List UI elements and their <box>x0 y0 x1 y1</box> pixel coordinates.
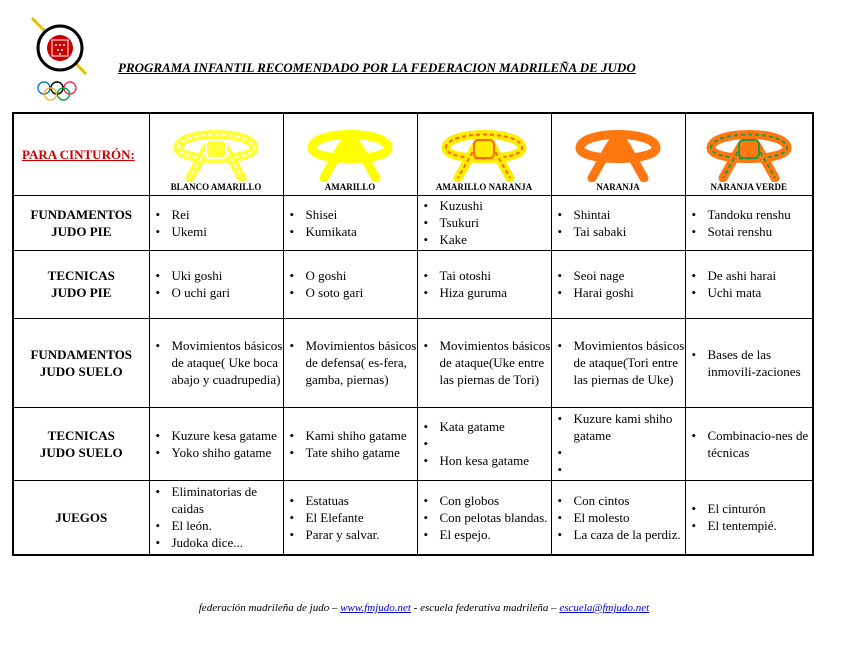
content-cell <box>149 407 283 480</box>
belt-column-header <box>417 113 551 195</box>
list-item: • Kake <box>440 231 551 248</box>
bullet-list <box>686 500 813 534</box>
list-item: • Kuzure kesa gatame <box>172 427 283 444</box>
list-item: • Harai goshi <box>574 284 685 301</box>
bullet-list <box>150 337 283 388</box>
bullet-list <box>284 427 417 461</box>
bullet-list <box>552 337 685 388</box>
bullet-list <box>418 337 551 388</box>
list-item: • Con pelotas blandas. <box>440 509 551 526</box>
list-item: • Kuzure kami shiho gatame <box>574 410 685 444</box>
bullet-list <box>284 337 417 388</box>
content-cell <box>551 250 685 318</box>
bullet-list <box>418 418 551 469</box>
content-cell <box>551 318 685 407</box>
content-cell <box>283 250 417 318</box>
row-label <box>13 318 149 407</box>
row-label <box>13 407 149 480</box>
list-item: • Uki goshi <box>172 267 283 284</box>
list-item: • Kumikata <box>306 223 417 240</box>
table-row <box>13 195 813 250</box>
list-item: • O goshi <box>306 267 417 284</box>
list-item: • Shintai <box>574 206 685 223</box>
content-cell <box>685 318 813 407</box>
bullet-list <box>418 492 551 543</box>
bullet-list <box>552 206 685 240</box>
footer-prefix: federación madrileña de judo – <box>198 602 341 614</box>
email-link[interactable]: escuela@fmjudo.net <box>559 602 650 614</box>
content-cell <box>685 407 813 480</box>
content-cell <box>417 250 551 318</box>
list-item: • Estatuas <box>306 492 417 509</box>
list-item: • De ashi harai <box>708 267 813 284</box>
footer <box>0 602 848 614</box>
content-cell <box>685 480 813 555</box>
content-cell <box>149 250 283 318</box>
website-link[interactable]: www.fmjudo.net <box>340 602 411 614</box>
list-item: • O uchi gari <box>172 284 283 301</box>
row-label-line: TECNICAS <box>47 427 115 443</box>
bullet-list <box>150 267 283 301</box>
content-cell <box>417 407 551 480</box>
list-item <box>574 444 685 461</box>
list-item: • El espejo. <box>440 526 551 543</box>
footer-middle: - escuela federativa madrileña – <box>410 602 560 614</box>
row-label-line: JUEGOS <box>55 509 108 525</box>
row-label <box>13 250 149 318</box>
content-cell <box>417 195 551 250</box>
list-item: • El tentempié. <box>708 517 813 534</box>
list-item: • Tsukuri <box>440 214 551 231</box>
list-item: • Combinacio-nes de técnicas <box>708 427 813 461</box>
list-item: • Tate shiho gatame <box>306 444 417 461</box>
list-item: • Tai otoshi <box>440 267 551 284</box>
content-cell <box>283 195 417 250</box>
olympic-rings-icon <box>38 82 76 100</box>
list-item: • Uchi mata <box>708 284 813 301</box>
belt-knot-icon <box>302 126 398 182</box>
list-item: • El león. <box>172 517 283 534</box>
list-item: • Con globos <box>440 492 551 509</box>
bullet-list <box>150 206 283 240</box>
belt-name: NARANJA <box>596 181 640 192</box>
page-title: PROGRAMA INFANTIL RECOMENDADO POR LA FEDERACION MADRILEÑA DE JUDO <box>118 60 636 75</box>
row-label-line: JUDO SUELO <box>39 444 123 460</box>
row-label-line: FUNDAMENTOS <box>30 206 133 222</box>
belt-name: BLANCO AMARILLO <box>170 181 262 192</box>
content-cell <box>417 318 551 407</box>
list-item: • Kata gatame <box>440 418 551 435</box>
bullet-list <box>686 267 813 301</box>
table-row <box>13 480 813 555</box>
belt-knot-icon <box>701 126 797 182</box>
list-item: • Movimientos básicos de ataque(Tori entre las piernas de Uke) <box>574 337 685 388</box>
list-item: • Kuzushi <box>440 197 551 214</box>
bullet-list <box>284 267 417 301</box>
list-item <box>440 435 551 452</box>
program-table <box>12 112 814 556</box>
list-item: • El molesto <box>574 509 685 526</box>
belt-header-row <box>13 113 813 195</box>
bullet-list <box>552 410 685 478</box>
bullet-list <box>150 427 283 461</box>
list-item: • Movimientos básicos de ataque(Uke entre las piernas de Tori) <box>440 337 551 388</box>
bullet-list <box>284 206 417 240</box>
list-item: • Eliminatorias de caidas <box>172 483 283 517</box>
content-cell <box>551 195 685 250</box>
list-item: • El cinturón <box>708 500 813 517</box>
content-cell <box>149 318 283 407</box>
content-cell <box>685 195 813 250</box>
list-item: • Kami shiho gatame <box>306 427 417 444</box>
list-item: • La caza de la perdiz. <box>574 526 685 543</box>
row-label <box>13 480 149 555</box>
belt-knot-icon <box>570 126 666 182</box>
bullet-list <box>686 206 813 240</box>
content-cell <box>551 407 685 480</box>
belt-column-header <box>685 113 813 195</box>
list-item: • Tai sabaki <box>574 223 685 240</box>
table-row <box>13 407 813 480</box>
belt-column-header <box>283 113 417 195</box>
bullet-list <box>284 492 417 543</box>
list-item: • Movimientos básicos de defensa( es-fera, gamba, piernas) <box>306 337 417 388</box>
list-item: • O soto gari <box>306 284 417 301</box>
belt-knot-icon <box>168 126 264 182</box>
list-item: • Judoka dice... <box>172 534 283 551</box>
bullet-list <box>552 267 685 301</box>
content-cell <box>283 407 417 480</box>
table-row <box>13 250 813 318</box>
list-item: • Sotai renshu <box>708 223 813 240</box>
list-item: • Parar y salvar. <box>306 526 417 543</box>
row-label-line: FUNDAMENTOS <box>30 346 133 362</box>
judoka-silhouette-icon <box>32 18 86 74</box>
table-row <box>13 318 813 407</box>
content-cell <box>551 480 685 555</box>
belt-knot-icon <box>436 126 532 182</box>
row-label-line: JUDO PIE <box>51 285 112 300</box>
bullet-list <box>686 346 813 380</box>
content-cell <box>283 480 417 555</box>
bullet-list <box>552 492 685 543</box>
row-label-line: JUDO PIE <box>51 223 112 239</box>
list-item: • Ukemi <box>172 223 283 240</box>
list-item <box>574 461 685 478</box>
list-item: • Bases de las inmovili-zaciones <box>708 346 813 380</box>
list-item: • El Elefante <box>306 509 417 526</box>
belt-name: AMARILLO NARANJA <box>435 181 533 192</box>
bullet-list <box>150 483 283 551</box>
list-item: • Hiza guruma <box>440 284 551 301</box>
list-item: • Tandoku renshu <box>708 206 813 223</box>
bullet-list <box>418 197 551 248</box>
list-item: • Rei <box>172 206 283 223</box>
row-label-line: JUDO SUELO <box>39 363 123 379</box>
list-item: • Con cintos <box>574 492 685 509</box>
belt-column-header <box>551 113 685 195</box>
belt-header-label: PARA CINTURÓN: <box>13 113 149 195</box>
list-item: • Hon kesa gatame <box>440 452 551 469</box>
list-item: • Movimientos básicos de ataque( Uke boca abajo y cuadrupedia) <box>172 337 283 388</box>
list-item: • Shisei <box>306 206 417 223</box>
content-cell <box>283 318 417 407</box>
row-label-line: TECNICAS <box>47 268 115 283</box>
content-cell <box>417 480 551 555</box>
belt-column-header <box>149 113 283 195</box>
federation-logo <box>24 14 92 104</box>
content-cell <box>149 195 283 250</box>
bullet-list <box>686 427 813 461</box>
list-item: • Seoi nage <box>574 267 685 284</box>
belt-name: NARANJA VERDE <box>710 181 788 192</box>
content-cell <box>149 480 283 555</box>
list-item: • Yoko shiho gatame <box>172 444 283 461</box>
belt-name: AMARILLO <box>324 181 376 192</box>
row-label <box>13 195 149 250</box>
bullet-list <box>418 267 551 301</box>
content-cell <box>685 250 813 318</box>
